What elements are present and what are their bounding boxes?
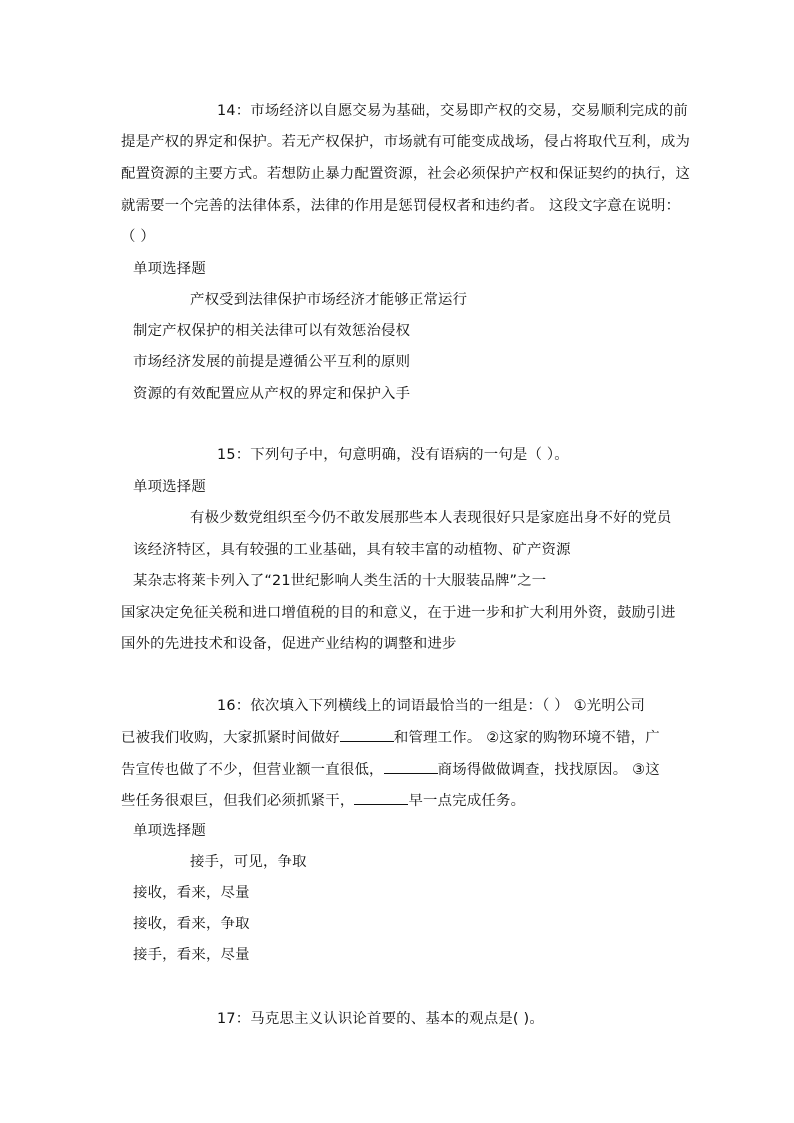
fill-in-blank-1[interactable] [340, 727, 394, 742]
question-15-option-d-line-2[interactable]: 国外的先进技术和设备，促进产业结构的调整和进步 [121, 636, 457, 652]
question-14-stem-line-4: 就需要一个完善的法律体系，法律的作用是惩罚侵权者和违约者。 这段文字意在说明： [121, 198, 681, 214]
fill-in-blank-3[interactable] [354, 790, 408, 805]
question-14-option-d[interactable]: 资源的有效配置应从产权的界定和保护入手 [133, 386, 411, 402]
question-15-option-c[interactable]: 某杂志将莱卡列入了“21世纪影响人类生活的十大服装品牌”之一 [133, 573, 547, 589]
question-15-type-label: 单项选择题 [133, 479, 206, 495]
question-16-text-segment: 早一点完成任务。 [408, 793, 526, 809]
question-15-option-a[interactable]: 有极少数党组织至今仍不敢发展那些本人表现很好只是家庭出身不好的党员 [190, 510, 672, 526]
question-14-option-b[interactable]: 制定产权保护的相关法律可以有效惩治侵权 [133, 323, 411, 339]
question-16-text-segment: 和管理工作。 ②这家的购物环境不错，广 [393, 730, 660, 746]
question-16-text-segment: 已被我们收购，大家抓紧时间做好 [121, 730, 340, 746]
question-14-option-a[interactable]: 产权受到法律保护市场经济才能够正常运行 [190, 292, 468, 308]
fill-in-blank-2[interactable] [384, 759, 438, 774]
question-14-stem-line-2: 提是产权的界定和保护。若无产权保护，市场就有可能变成战场，侵占将取代互利，成为 [121, 134, 691, 150]
question-15-option-d-line-1[interactable]: 国家决定免征关税和进口增值税的目的和意义，在于进一步和扩大利用外资，鼓励引进 [121, 605, 676, 621]
question-16-text-segment: 商场得做做调查，找找原因。 ③这 [437, 762, 660, 778]
question-14-stem-line-5: （ ） [121, 229, 155, 245]
question-14-stem-line-3: 配置资源的主要方式。若想防止暴力配置资源，社会必须保护产权和保证契约的执行，这 [121, 166, 691, 182]
question-14-stem-line-1: 14：市场经济以自愿交易为基础，交易即产权的交易，交易顺利完成的前 [217, 103, 689, 119]
question-16-option-c[interactable]: 接收，看来，争取 [133, 916, 250, 932]
question-16-text-segment: 些任务很艰巨，但我们必须抓紧干， [121, 793, 355, 809]
question-16-option-d[interactable]: 接手，看来，尽量 [133, 947, 250, 963]
question-16-stem-line-1: 16：依次填入下列横线上的词语最恰当的一组是：（ ） ①光明公司 [217, 698, 646, 714]
question-17-stem: 17：马克思主义认识论首要的、基本的观点是( )。 [217, 1011, 544, 1027]
question-14-type-label: 单项选择题 [133, 261, 206, 277]
question-16-type-label: 单项选择题 [133, 823, 206, 839]
question-16-text-segment: 告宣传也做了不少，但营业额一直很低， [121, 762, 384, 778]
question-16-option-a[interactable]: 接手，可见，争取 [190, 854, 307, 870]
question-14-option-c[interactable]: 市场经济发展的前提是遵循公平互利的原则 [133, 354, 411, 370]
question-16-option-b[interactable]: 接收，看来，尽量 [133, 885, 250, 901]
question-16-stem-line-3 [121, 759, 660, 780]
question-16-stem-line-4 [121, 790, 525, 811]
question-15-stem: 15：下列句子中，句意明确，没有语病的一句是（ ）。 [217, 447, 569, 463]
question-16-stem-line-2 [121, 727, 660, 748]
question-15-option-b[interactable]: 该经济特区，具有较强的工业基础，具有较丰富的动植物、矿产资源 [133, 542, 571, 558]
